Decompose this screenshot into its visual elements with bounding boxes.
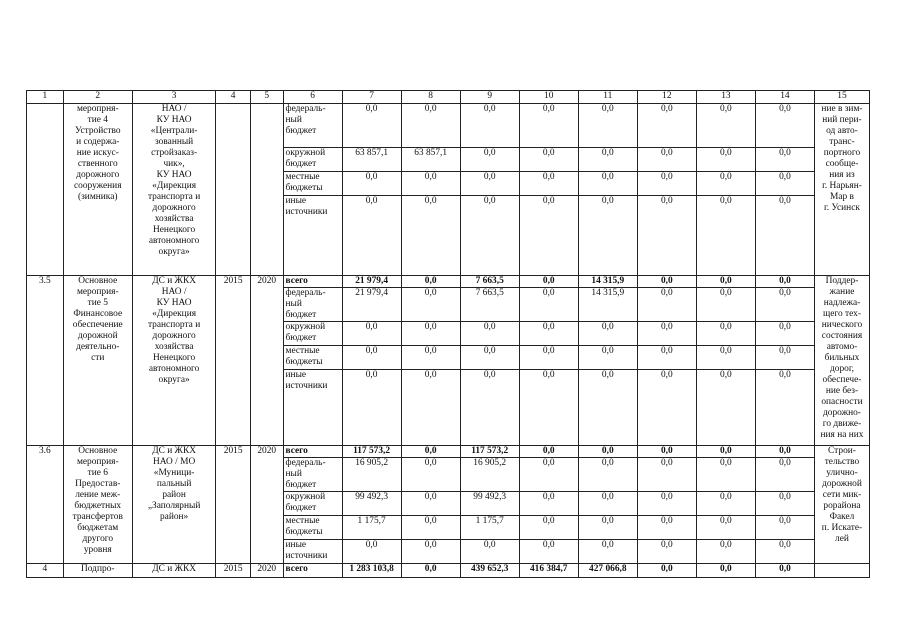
amount-cell: 0,0 [696,322,755,346]
column-number-header: 3 [132,91,215,104]
funding-source: местные бюджеты [283,516,342,540]
funding-source: федераль- ный бюджет [283,458,342,492]
amount-cell: 0,0 [401,276,460,288]
amount-cell: 0,0 [460,104,519,148]
amount-cell: 0,0 [637,288,696,322]
amount-cell: 0,0 [519,516,578,540]
column-number-header: 8 [401,91,460,104]
amount-cell: 0,0 [519,148,578,172]
amount-cell: 0,0 [401,196,460,276]
amount-cell: 0,0 [637,196,696,276]
activity-name: Подпро- [63,564,132,578]
amount-cell: 0,0 [401,288,460,322]
amount-cell: 0,0 [755,276,814,288]
amount-cell: 0,0 [342,104,401,148]
amount-cell: 1 175,7 [342,516,401,540]
amount-cell: 0,0 [637,516,696,540]
start-year: 2015 [216,564,251,578]
executor: ДС и ЖКХ [132,564,215,578]
start-year [216,104,251,276]
amount-cell: 14 315,9 [578,276,637,288]
amount-cell: 0,0 [637,276,696,288]
amount-cell: 117 573,2 [342,446,401,458]
executor: НАО / КУ НАО «Централи- зованный стройзаказ- чик», КУ НАО «Дирекция транспорта и дорожного хозяйства Ненецкого автономного округа» [132,104,215,276]
column-number-header: 7 [342,91,401,104]
table-row [27,446,870,458]
amount-cell: 0,0 [637,492,696,516]
amount-cell: 0,0 [460,172,519,196]
amount-cell: 0,0 [460,322,519,346]
amount-cell: 0,0 [755,148,814,172]
column-number-header: 6 [283,91,342,104]
amount-cell: 0,0 [578,322,637,346]
amount-cell: 0,0 [696,346,755,370]
column-number-header: 1 [27,91,64,104]
amount-cell: 0,0 [578,370,637,446]
amount-cell: 0,0 [519,458,578,492]
amount-cell: 0,0 [696,172,755,196]
amount-cell: 0,0 [637,346,696,370]
end-year: 2020 [250,446,283,564]
amount-cell: 1 175,7 [460,516,519,540]
amount-cell: 0,0 [460,346,519,370]
amount-cell: 0,0 [696,276,755,288]
amount-cell: 0,0 [755,564,814,578]
funding-source: всего [283,564,342,578]
amount-cell: 0,0 [342,172,401,196]
amount-cell: 0,0 [519,370,578,446]
start-year: 2015 [216,446,251,564]
amount-cell: 0,0 [637,148,696,172]
amount-cell: 0,0 [637,322,696,346]
amount-cell: 7 663,5 [460,288,519,322]
executor: ДС и ЖКХ НАО / МО «Муници- пальный район „Заполярный район» [132,446,215,564]
amount-cell: 0,0 [696,148,755,172]
column-number-header: 12 [637,91,696,104]
amount-cell: 0,0 [342,322,401,346]
amount-cell: 0,0 [578,458,637,492]
item-number: 3.5 [27,276,64,446]
amount-cell: 0,0 [342,540,401,564]
amount-cell: 0,0 [519,276,578,288]
amount-cell: 0,0 [401,458,460,492]
amount-cell: 0,0 [519,288,578,322]
column-number-header: 11 [578,91,637,104]
funding-source: всего [283,276,342,288]
amount-cell: 0,0 [755,492,814,516]
amount-cell: 0,0 [401,540,460,564]
amount-cell: 0,0 [519,446,578,458]
start-year: 2015 [216,276,251,446]
amount-cell: 0,0 [696,516,755,540]
end-year: 2020 [250,564,283,578]
amount-cell: 0,0 [578,346,637,370]
amount-cell: 0,0 [696,196,755,276]
expected-result: ние в зим- ний пери- од авто- транс- портного сообще- ния из г. Нарьян- Мар в г. Усинск [814,104,869,276]
amount-cell: 0,0 [460,370,519,446]
amount-cell: 0,0 [401,446,460,458]
amount-cell: 0,0 [519,322,578,346]
amount-cell: 0,0 [578,516,637,540]
amount-cell: 0,0 [578,196,637,276]
amount-cell: 0,0 [696,564,755,578]
amount-cell: 0,0 [755,346,814,370]
amount-cell: 0,0 [637,564,696,578]
amount-cell: 0,0 [578,446,637,458]
amount-cell: 0,0 [696,370,755,446]
amount-cell: 439 652,3 [460,564,519,578]
amount-cell: 0,0 [519,540,578,564]
column-number-header: 2 [63,91,132,104]
amount-cell: 0,0 [637,458,696,492]
amount-cell: 0,0 [401,370,460,446]
amount-cell: 0,0 [519,172,578,196]
amount-cell: 99 492,3 [460,492,519,516]
amount-cell: 7 663,5 [460,276,519,288]
funding-source: иные источники [283,540,342,564]
amount-cell: 0,0 [755,322,814,346]
amount-cell: 117 573,2 [460,446,519,458]
amount-cell: 0,0 [401,564,460,578]
activity-name: Основное мероприя- тие 5 Финансовое обеспечение дорожной деятельно- сти [63,276,132,446]
amount-cell: 0,0 [637,446,696,458]
activity-name: Основное мероприя- тие 6 Предостав- ление меж- бюджетных трансфертов бюджетам другого уровня [63,446,132,564]
activity-name: меропрня- тие 4 Устройство и содержа- ние искус- ственного дорожного сооружения (зимника) [63,104,132,276]
amount-cell: 0,0 [755,370,814,446]
amount-cell: 14 315,9 [578,288,637,322]
amount-cell: 416 384,7 [519,564,578,578]
amount-cell: 99 492,3 [342,492,401,516]
amount-cell: 0,0 [401,516,460,540]
amount-cell: 0,0 [755,516,814,540]
column-number-header: 5 [250,91,283,104]
funding-source: окружной бюджет [283,492,342,516]
funding-source: местные бюджеты [283,172,342,196]
amount-cell: 0,0 [696,104,755,148]
amount-cell: 63 857,1 [342,148,401,172]
amount-cell: 0,0 [696,492,755,516]
funding-source: иные источники [283,370,342,446]
amount-cell: 0,0 [401,104,460,148]
expected-result [814,564,869,578]
amount-cell: 0,0 [755,446,814,458]
column-number-header: 4 [216,91,251,104]
table-row [27,104,870,148]
amount-cell: 0,0 [342,346,401,370]
table-row [27,276,870,288]
amount-cell: 0,0 [401,346,460,370]
amount-cell: 0,0 [696,446,755,458]
amount-cell: 0,0 [578,104,637,148]
amount-cell: 0,0 [342,370,401,446]
funding-source: окружной бюджет [283,322,342,346]
amount-cell: 0,0 [401,492,460,516]
funding-source: иные источники [283,196,342,276]
funding-source: федераль- ный бюджет [283,288,342,322]
amount-cell: 0,0 [342,196,401,276]
column-number-header: 10 [519,91,578,104]
column-number-header: 9 [460,91,519,104]
column-number-header: 13 [696,91,755,104]
amount-cell: 0,0 [637,172,696,196]
amount-cell: 0,0 [755,104,814,148]
amount-cell: 0,0 [519,492,578,516]
program-funding-table [26,90,870,578]
amount-cell: 16 905,2 [342,458,401,492]
amount-cell: 0,0 [696,288,755,322]
amount-cell: 0,0 [578,172,637,196]
amount-cell: 0,0 [755,196,814,276]
amount-cell: 0,0 [755,540,814,564]
amount-cell: 0,0 [460,196,519,276]
amount-cell: 0,0 [696,540,755,564]
column-number-header: 14 [755,91,814,104]
end-year: 2020 [250,276,283,446]
amount-cell: 0,0 [578,492,637,516]
expected-result: Строи- тельство улично- дорожной сети мик- рорайона Факел п. Искате- лей [814,446,869,564]
amount-cell: 0,0 [696,458,755,492]
amount-cell: 0,0 [637,104,696,148]
amount-cell: 0,0 [637,540,696,564]
executor: ДС и ЖКХ НАО / КУ НАО «Дирекция транспорта и дорожного хозяйства Ненецкого автономного округа» [132,276,215,446]
funding-source: федераль- ный бюджет [283,104,342,148]
item-number: 4 [27,564,64,578]
column-number-header: 15 [814,91,869,104]
amount-cell: 0,0 [755,172,814,196]
table-row [27,564,870,578]
amount-cell: 0,0 [519,196,578,276]
expected-result: Поддер- жание надлежа- щего тех- нического состояния автомо- бильных дорог, обеспече- ние без- опасности дорожно- го движе- ния на них [814,276,869,446]
amount-cell: 0,0 [755,288,814,322]
amount-cell: 0,0 [401,172,460,196]
amount-cell: 0,0 [460,148,519,172]
amount-cell: 63 857,1 [401,148,460,172]
funding-source: окружной бюджет [283,148,342,172]
amount-cell: 21 979,4 [342,288,401,322]
amount-cell: 427 066,8 [578,564,637,578]
amount-cell: 0,0 [519,104,578,148]
amount-cell: 16 905,2 [460,458,519,492]
amount-cell: 0,0 [637,370,696,446]
amount-cell: 0,0 [519,346,578,370]
amount-cell: 0,0 [578,148,637,172]
amount-cell: 0,0 [401,322,460,346]
item-number: 3.6 [27,446,64,564]
amount-cell: 21 979,4 [342,276,401,288]
item-number [27,104,64,276]
amount-cell: 0,0 [460,540,519,564]
amount-cell: 1 283 103,8 [342,564,401,578]
funding-source: всего [283,446,342,458]
amount-cell: 0,0 [755,458,814,492]
funding-source: местные бюджеты [283,346,342,370]
amount-cell: 0,0 [578,540,637,564]
end-year [250,104,283,276]
header-row [27,91,870,104]
